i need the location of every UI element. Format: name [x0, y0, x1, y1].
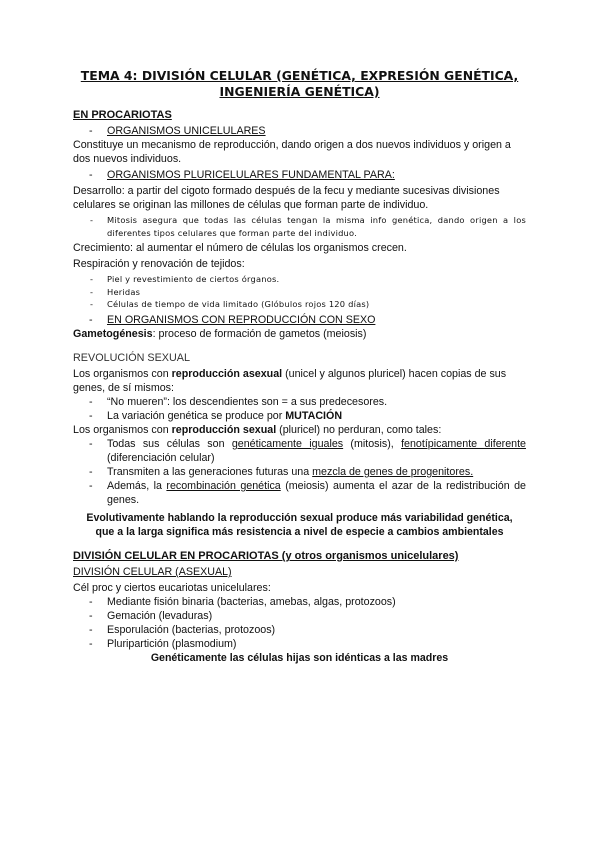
list-item: - Heridas	[73, 286, 526, 299]
respiracion-text: Respiración y renovación de tejidos:	[73, 258, 245, 271]
list-item	[73, 409, 526, 423]
sexo-heading: EN ORGANISMOS CON REPRODUCCIÓN CON SEXO	[107, 313, 376, 326]
sexo-list	[73, 313, 526, 327]
text-span: La variación genética se produce por	[107, 409, 286, 422]
crecimiento-text: Crecimiento: al aumentar el número de células los organismos crecen.	[73, 242, 407, 255]
unicelulares-heading: ORGANISMOS UNICELULARES	[107, 125, 266, 137]
gametogenesis-def: : proceso de formación de gametos (meiosis)	[152, 327, 367, 340]
gametogenesis-text	[73, 327, 526, 341]
list-item	[73, 437, 526, 465]
cel-proc-text: Cél proc y ciertos eucariotas unicelulares:	[73, 581, 271, 594]
pluricelulares-list	[73, 168, 526, 182]
text-span: (diferenciación celular)	[107, 451, 215, 464]
desarrollo-text: Desarrollo: a partir del cigoto formado después de la fecu y mediante sucesivas divisiones celulares se originan las millones de células que forman parte de individuo.	[73, 185, 500, 211]
list-item	[73, 168, 526, 182]
list-item: - “No mueren”: los descendientes son = a sus predecesores.	[73, 395, 526, 409]
text-span: genéticamente iguales	[231, 437, 344, 450]
pluricelulares-heading: ORGANISMOS PLURICELULARES FUNDAMENTAL PARA:	[107, 169, 395, 181]
gametogenesis-term: Gametogénesis	[73, 327, 153, 340]
mutacion-term: MUTACIÓN	[285, 409, 343, 422]
metodos-list	[73, 595, 526, 651]
subsection-heading-asexual: DIVISIÓN CELULAR (ASEXUAL)	[73, 565, 232, 578]
conclusion	[73, 511, 526, 539]
list-item	[73, 313, 526, 327]
text-span: (unicel y algunos pluricel) hacen copias de sus genes, de sí mismos:	[73, 367, 507, 394]
text-span: Los organismos con	[73, 423, 172, 436]
list-item: - Pluripartición (plasmodium)	[73, 637, 526, 651]
section-heading-division: DIVISIÓN CELULAR EN PROCARIOTAS (y otros organismos unicelulares)	[73, 549, 459, 562]
text-span: Todas sus células son	[107, 437, 232, 450]
conclusion-line-2: que a la larga significa más resistencia a nivel de especie a cambios ambientales	[95, 525, 504, 538]
list-item	[73, 124, 526, 138]
unicelulares-text: Constituye un mecanismo de reproducción, dando origen a dos nuevos individuos y origen a dos nuevos individuos.	[73, 139, 511, 165]
asexual-text	[73, 367, 526, 395]
text-span: (mitosis),	[343, 437, 402, 450]
mitosis-list	[73, 214, 526, 239]
asexual-list	[73, 395, 526, 423]
title-line-2: INGENIERÍA GENÉTICA)	[219, 84, 380, 99]
sexual-term: reproducción sexual	[171, 423, 277, 436]
asexual-term: reproducción asexual	[171, 367, 283, 380]
text-span: Además, la	[107, 479, 167, 492]
text-span: (meiosis) aumenta el azar de la redistribución de genes.	[107, 479, 526, 506]
revolucion-heading: REVOLUCIÓN SEXUAL	[73, 351, 190, 364]
list-item: - Células de tiempo de vida limitado (Glóbulos rojos 120 días)	[73, 298, 526, 311]
list-item	[73, 465, 526, 479]
title-line-1: TEMA 4: DIVISIÓN CELULAR (GENÉTICA, EXPRESIÓN GENÉTICA,	[80, 68, 519, 83]
list-item	[73, 479, 526, 507]
conclusion-line-1: Evolutivamente hablando la reproducción sexual produce más variabilidad genética,	[86, 511, 513, 524]
final-statement: Genéticamente las células hijas son idénticas a las madres	[150, 651, 449, 664]
list-item: - Piel y revestimiento de ciertos órganos.	[73, 273, 526, 286]
page-title	[73, 68, 526, 100]
list-item: - Mitosis asegura que todas las células tengan la misma info genética, dando origen a los diferentes tipos celulares que forman parte del individuo.	[73, 214, 526, 239]
text-span: fenotípicamente diferente	[401, 437, 526, 450]
tejidos-list	[73, 273, 526, 311]
sexual-text	[73, 423, 526, 437]
list-item: - Esporulación (bacterias, protozoos)	[73, 623, 526, 637]
unicelulares-list	[73, 124, 526, 138]
sexual-list	[73, 437, 526, 507]
text-span: Transmiten a las generaciones futuras una	[107, 465, 313, 478]
text-span: mezcla de genes de progenitores.	[312, 465, 474, 478]
section-heading-procariotas: EN PROCARIOTAS	[73, 109, 172, 121]
list-item: - Gemación (levaduras)	[73, 609, 526, 623]
list-item: - Mediante fisión binaria (bacterias, amebas, algas, protozoos)	[73, 595, 526, 609]
text-span: Los organismos con	[73, 367, 172, 380]
text-span: (pluricel) no perduran, como tales:	[276, 423, 442, 436]
text-span: recombinación genética	[166, 479, 281, 492]
